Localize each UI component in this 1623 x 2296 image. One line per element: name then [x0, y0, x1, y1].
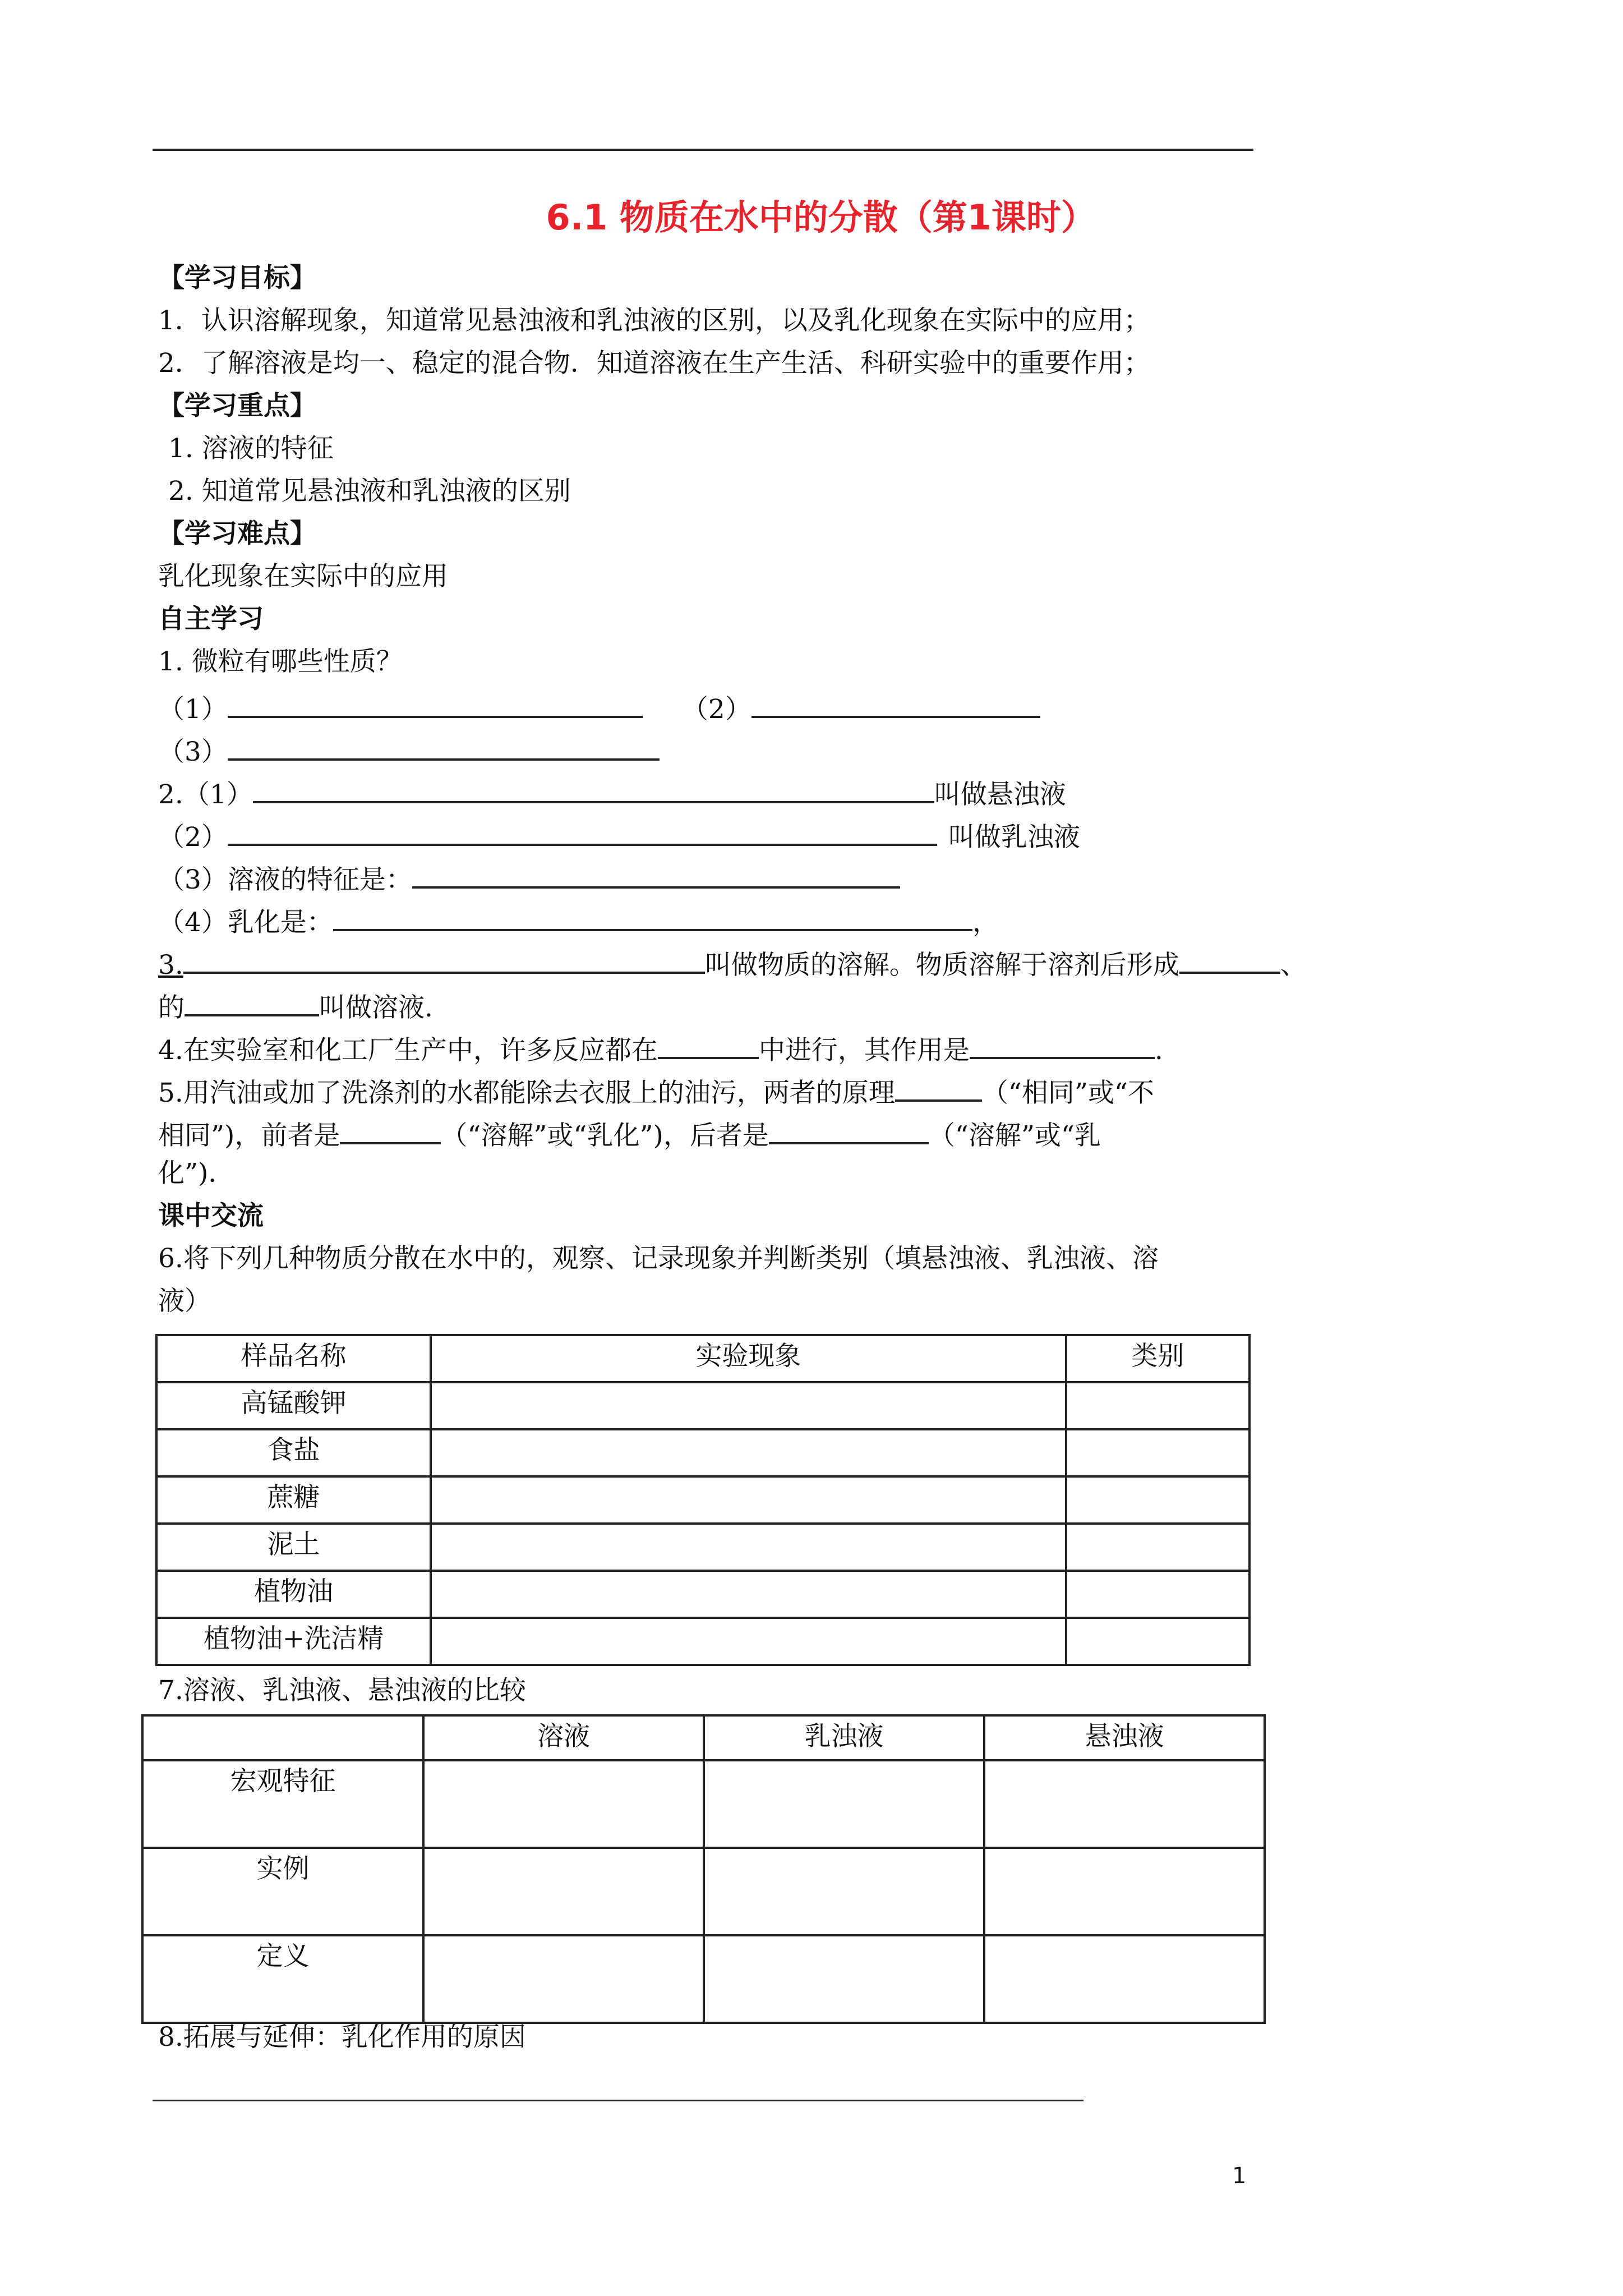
- question-2a: 2.（1） 叫做悬浊液: [158, 773, 1066, 812]
- question-8: 8.拓展与延伸：乳化作用的原因: [158, 2022, 526, 2053]
- observation-table: [155, 1334, 1251, 1666]
- table2-row-label: 定义: [142, 1935, 423, 2023]
- table1-cell-category[interactable]: [1066, 1382, 1249, 1429]
- page-number: 1: [1232, 2163, 1247, 2189]
- table2-header-emulsion: 乳浊液: [704, 1715, 984, 1760]
- blank-4-2[interactable]: [970, 1029, 1155, 1059]
- question-2b: （2） 叫做乳浊液: [158, 816, 1080, 854]
- key-point-2: 2. 知道常见悬浊液和乳浊液的区别: [168, 476, 571, 507]
- table1-row-label: 植物油: [156, 1571, 431, 1618]
- table2-header-solution: 溶液: [423, 1715, 704, 1760]
- key-points-heading: 【学习重点】: [158, 390, 316, 421]
- blank-1-1[interactable]: [228, 688, 643, 718]
- table2-row-label: 实例: [142, 1848, 423, 1935]
- question-3-line-2: 的 叫做溶液.: [158, 986, 433, 1025]
- table1-cell-phenomenon[interactable]: [431, 1382, 1066, 1429]
- table1-cell-category[interactable]: [1066, 1618, 1249, 1665]
- table1-cell-phenomenon[interactable]: [431, 1571, 1066, 1618]
- top-rule: [153, 149, 1253, 151]
- goal-item-2: 2．了解溶液是均一、稳定的混合物．知道溶液在生产生活、科研实验中的重要作用；: [158, 348, 1150, 379]
- blank-1-3[interactable]: [228, 730, 660, 761]
- table1-cell-category[interactable]: [1066, 1524, 1249, 1571]
- table1-row-label: 食盐: [156, 1429, 431, 1476]
- table1-row-label: 高锰酸钾: [156, 1382, 431, 1429]
- question-6-line-2: 液）: [158, 1286, 211, 1317]
- table2-cell[interactable]: [704, 1848, 984, 1935]
- table1-cell-phenomenon[interactable]: [431, 1618, 1066, 1665]
- blank-2-2[interactable]: [228, 816, 937, 846]
- table1-cell-phenomenon[interactable]: [431, 1429, 1066, 1476]
- table2-row-label: 宏观特征: [142, 1760, 423, 1848]
- table2-cell[interactable]: [984, 1935, 1265, 2023]
- table1-cell-phenomenon[interactable]: [431, 1524, 1066, 1571]
- question-1: 1. 微粒有哪些性质？: [158, 646, 403, 677]
- blank-3-3[interactable]: [185, 986, 319, 1016]
- question-1-part-1: （1） （2）: [158, 688, 1040, 726]
- table2-cell[interactable]: [423, 1848, 704, 1935]
- table1-header-category: 类别: [1066, 1335, 1249, 1382]
- key-point-1: 1. 溶液的特征: [168, 433, 334, 464]
- page-title: 6.1 物质在水中的分散（第1课时）: [546, 197, 1096, 238]
- blank-3-2[interactable]: [1179, 944, 1280, 974]
- question-4: 4.在实验室和化工厂生产中，许多反应都在 中进行，其作用是 .: [158, 1029, 1163, 1068]
- blank-5-3[interactable]: [769, 1114, 929, 1144]
- table2-cell[interactable]: [984, 1848, 1265, 1935]
- table2-cell[interactable]: [423, 1935, 704, 2023]
- goals-heading: 【学习目标】: [158, 263, 316, 293]
- question-6-line-1: 6.将下列几种物质分散在水中的，观察、记录现象并判断类别（填悬浊液、乳浊液、溶: [158, 1243, 1159, 1274]
- blank-4-1[interactable]: [658, 1029, 759, 1059]
- comparison-table: [141, 1714, 1266, 2024]
- table1-cell-category[interactable]: [1066, 1571, 1249, 1618]
- class-exchange-heading: 课中交流: [158, 1200, 264, 1231]
- blank-5-1[interactable]: [895, 1071, 982, 1102]
- table2-cell[interactable]: [984, 1760, 1265, 1848]
- question-5-line-3: 化”)．: [158, 1158, 235, 1189]
- table1-header-sample: 样品名称: [156, 1335, 431, 1382]
- table1-row-label: 蔗糖: [156, 1476, 431, 1524]
- question-2c: （3）溶液的特征是：: [158, 858, 900, 897]
- table1-row-label: 植物油+洗洁精: [156, 1618, 431, 1665]
- self-study-heading: 自主学习: [158, 604, 264, 634]
- question-7: 7.溶液、乳浊液、悬浊液的比较: [158, 1675, 526, 1706]
- blank-3-1[interactable]: [183, 944, 705, 974]
- table1-row-label: 泥土: [156, 1524, 431, 1571]
- bottom-answer-rule: [153, 2100, 1083, 2101]
- question-3-line-1: 3. 叫做物质的溶解。物质溶解于溶剂后形成 、: [158, 944, 1307, 982]
- table2-cell[interactable]: [704, 1935, 984, 2023]
- blank-2-4[interactable]: [333, 901, 972, 931]
- question-1-part-3: （3）: [158, 730, 660, 769]
- table1-cell-phenomenon[interactable]: [431, 1476, 1066, 1524]
- blank-2-3[interactable]: [412, 858, 900, 889]
- table1-cell-category[interactable]: [1066, 1429, 1249, 1476]
- difficulty-heading: 【学习难点】: [158, 518, 316, 549]
- blank-1-2[interactable]: [751, 688, 1040, 718]
- blank-5-2[interactable]: [340, 1114, 441, 1144]
- table2-cell[interactable]: [423, 1760, 704, 1848]
- blank-2-1[interactable]: [253, 773, 934, 803]
- question-2d: （4）乳化是： ，: [158, 901, 999, 940]
- table2-cell[interactable]: [704, 1760, 984, 1848]
- table2-header-empty: [142, 1715, 423, 1760]
- table1-header-phenomenon: 实验现象: [431, 1335, 1066, 1382]
- table2-header-suspension: 悬浊液: [984, 1715, 1265, 1760]
- goal-item-1: 1．认识溶解现象，知道常见悬浊液和乳浊液的区别，以及乳化现象在实际中的应用；: [158, 305, 1150, 336]
- table1-cell-category[interactable]: [1066, 1476, 1249, 1524]
- question-5-line-1: 5.用汽油或加了洗涤剂的水都能除去衣服上的油污，两者的原理 （“相同”或“不: [158, 1071, 1154, 1110]
- difficulty-text: 乳化现象在实际中的应用: [158, 561, 448, 592]
- question-5-line-2: 相同”)，前者是 （“溶解”或“乳化”)，后者是 （“溶解”或“乳: [158, 1114, 1101, 1153]
